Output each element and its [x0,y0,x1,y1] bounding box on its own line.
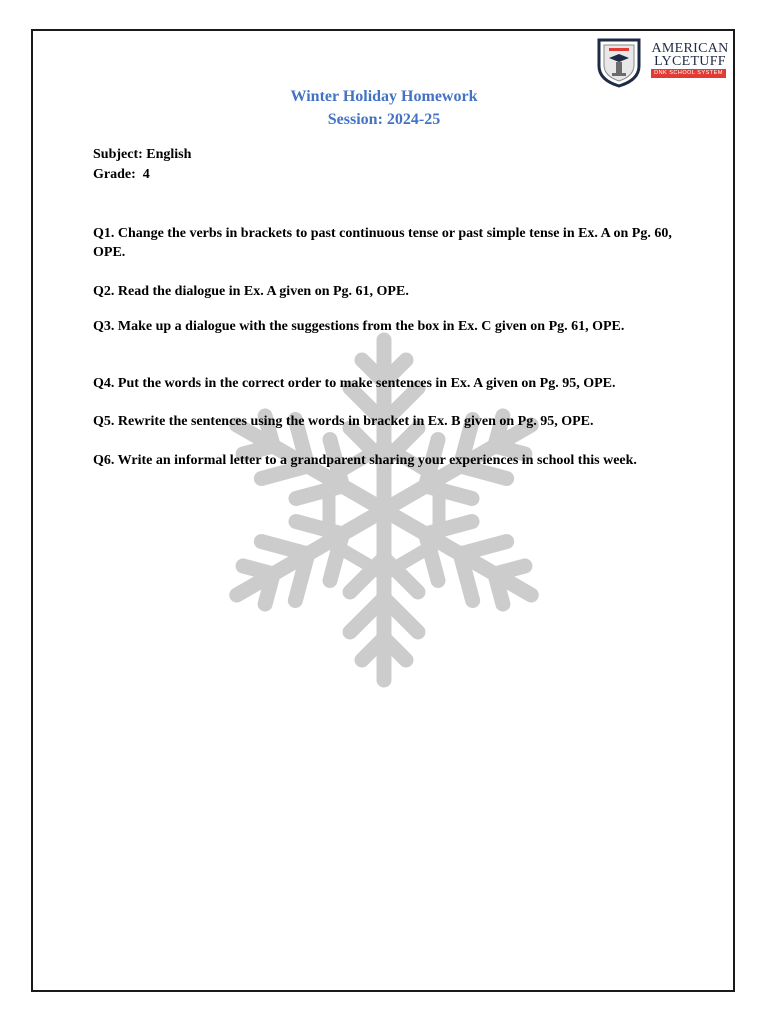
logo-name-line2: LYCETUFF [654,54,726,69]
shield-crest-icon [595,36,643,88]
question-1: Q1. Change the verbs in brackets to past continuous tense or past simple tense in Ex. A on Pg. 60, OPE. [93,226,672,260]
subject-label: Subject: English [93,147,192,162]
question-2: Q2. Read the dialogue in Ex. A given on Pg. 61, OPE. [93,284,409,299]
question-6: Q6. Write an informal letter to a grandparent sharing your experiences in school this week. [93,453,637,468]
school-logo [595,36,731,90]
question-4: Q4. Put the words in the correct order to make sentences in Ex. A given on Pg. 95, OPE. [93,376,616,391]
session-label: Session: 2024-25 [327,111,441,128]
logo-name-line1: AMERICAN [651,41,729,56]
logo-tagline: DNK SCHOOL SYSTEM [651,69,726,78]
page-title: Winter Holiday Homework [290,88,478,105]
question-5: Q5. Rewrite the sentences using the words in bracket in Ex. B given on Pg. 95, OPE. [93,414,594,429]
logo-brand-name [649,42,731,68]
question-3: Q3. Make up a dialogue with the suggestions from the box in Ex. C given on Pg. 61, OPE. [93,319,625,334]
grade-label: Grade: 4 [93,167,150,182]
